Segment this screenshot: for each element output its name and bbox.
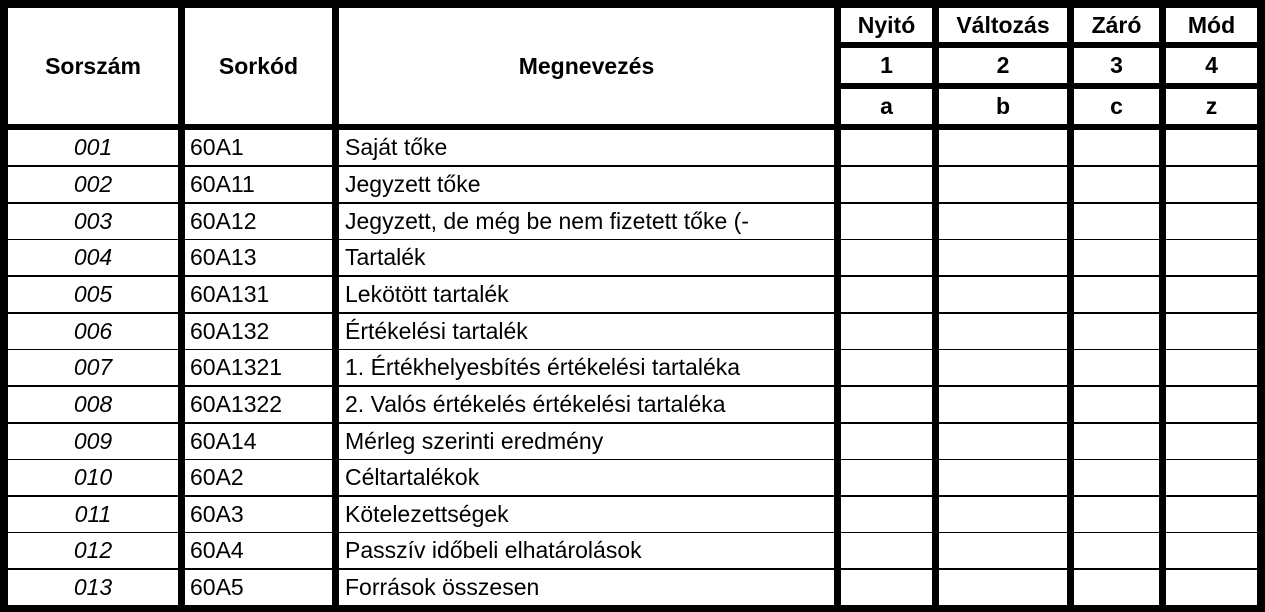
row-nyito-input-cell[interactable] <box>841 424 932 459</box>
row-nyito-input-cell[interactable] <box>841 130 932 165</box>
row-megnevezes-cell: Saját tőke <box>339 130 834 165</box>
row-sorkod-cell: 60A3 <box>185 497 332 532</box>
row-valtozas-input-cell[interactable] <box>939 167 1067 202</box>
row-sorkod-cell: 60A14 <box>185 424 332 459</box>
row-zaro-input-cell[interactable] <box>1074 240 1159 275</box>
row-zaro-input-cell[interactable] <box>1074 497 1159 532</box>
row-sorszam-cell: 007 <box>8 350 178 385</box>
row-sorkod-cell: 60A1322 <box>185 387 332 422</box>
header-col-mod-name: Mód <box>1166 8 1257 42</box>
row-nyito-input-cell[interactable] <box>841 314 932 349</box>
header-col-mod-number: 4 <box>1166 48 1257 83</box>
row-sorkod-cell: 60A131 <box>185 277 332 312</box>
row-mod-input-cell[interactable] <box>1166 240 1257 275</box>
row-sorszam-cell: 004 <box>8 240 178 275</box>
row-megnevezes-cell: Jegyzett, de még be nem fizetett tőke (- <box>339 204 834 239</box>
row-valtozas-input-cell[interactable] <box>939 533 1067 568</box>
row-zaro-input-cell[interactable] <box>1074 167 1159 202</box>
row-mod-input-cell[interactable] <box>1166 167 1257 202</box>
header-sorszam: Sorszám <box>8 8 178 124</box>
row-valtozas-input-cell[interactable] <box>939 204 1067 239</box>
row-nyito-input-cell[interactable] <box>841 533 932 568</box>
row-mod-input-cell[interactable] <box>1166 204 1257 239</box>
row-nyito-input-cell[interactable] <box>841 167 932 202</box>
row-sorkod-cell: 60A12 <box>185 204 332 239</box>
row-mod-input-cell[interactable] <box>1166 350 1257 385</box>
row-zaro-input-cell[interactable] <box>1074 533 1159 568</box>
row-nyito-input-cell[interactable] <box>841 570 932 605</box>
row-valtozas-input-cell[interactable] <box>939 424 1067 459</box>
row-sorszam-cell: 001 <box>8 130 178 165</box>
header-col-valtozas-number: 2 <box>939 48 1067 83</box>
row-megnevezes-cell: Értékelési tartalék <box>339 314 834 349</box>
row-valtozas-input-cell[interactable] <box>939 277 1067 312</box>
row-valtozas-input-cell[interactable] <box>939 570 1067 605</box>
row-sorszam-cell: 012 <box>8 533 178 568</box>
row-valtozas-input-cell[interactable] <box>939 240 1067 275</box>
row-sorszam-cell: 013 <box>8 570 178 605</box>
row-megnevezes-cell: Források összesen <box>339 570 834 605</box>
row-sorszam-cell: 005 <box>8 277 178 312</box>
row-sorkod-cell: 60A13 <box>185 240 332 275</box>
row-mod-input-cell[interactable] <box>1166 460 1257 495</box>
row-sorkod-cell: 60A132 <box>185 314 332 349</box>
row-megnevezes-cell: Tartalék <box>339 240 834 275</box>
row-zaro-input-cell[interactable] <box>1074 387 1159 422</box>
row-zaro-input-cell[interactable] <box>1074 314 1159 349</box>
row-zaro-input-cell[interactable] <box>1074 130 1159 165</box>
header-col-valtozas-letter: b <box>939 89 1067 124</box>
row-sorkod-cell: 60A4 <box>185 533 332 568</box>
row-sorszam-cell: 011 <box>8 497 178 532</box>
header-col-nyito-letter: a <box>841 89 932 124</box>
row-sorkod-cell: 60A5 <box>185 570 332 605</box>
row-nyito-input-cell[interactable] <box>841 350 932 385</box>
row-mod-input-cell[interactable] <box>1166 533 1257 568</box>
row-valtozas-input-cell[interactable] <box>939 130 1067 165</box>
row-nyito-input-cell[interactable] <box>841 460 932 495</box>
row-sorkod-cell: 60A1 <box>185 130 332 165</box>
row-megnevezes-cell: 1. Értékhelyesbítés értékelési tartaléka <box>339 350 834 385</box>
row-valtozas-input-cell[interactable] <box>939 314 1067 349</box>
row-nyito-input-cell[interactable] <box>841 497 932 532</box>
row-mod-input-cell[interactable] <box>1166 570 1257 605</box>
row-mod-input-cell[interactable] <box>1166 130 1257 165</box>
header-col-zaro-name: Záró <box>1074 8 1159 42</box>
row-sorszam-cell: 002 <box>8 167 178 202</box>
row-sorszam-cell: 006 <box>8 314 178 349</box>
row-valtozas-input-cell[interactable] <box>939 497 1067 532</box>
row-zaro-input-cell[interactable] <box>1074 277 1159 312</box>
header-col-zaro-number: 3 <box>1074 48 1159 83</box>
header-sorkod: Sorkód <box>185 8 332 124</box>
row-zaro-input-cell[interactable] <box>1074 570 1159 605</box>
row-nyito-input-cell[interactable] <box>841 240 932 275</box>
row-zaro-input-cell[interactable] <box>1074 350 1159 385</box>
row-valtozas-input-cell[interactable] <box>939 460 1067 495</box>
row-megnevezes-cell: Mérleg szerinti eredmény <box>339 424 834 459</box>
row-megnevezes-cell: Céltartalékok <box>339 460 834 495</box>
row-megnevezes-cell: Passzív időbeli elhatárolások <box>339 533 834 568</box>
row-zaro-input-cell[interactable] <box>1074 204 1159 239</box>
row-valtozas-input-cell[interactable] <box>939 350 1067 385</box>
row-megnevezes-cell: Kötelezettségek <box>339 497 834 532</box>
row-megnevezes-cell: Lekötött tartalék <box>339 277 834 312</box>
header-col-mod-letter: z <box>1166 89 1257 124</box>
row-nyito-input-cell[interactable] <box>841 387 932 422</box>
row-mod-input-cell[interactable] <box>1166 424 1257 459</box>
row-mod-input-cell[interactable] <box>1166 497 1257 532</box>
header-col-valtozas-name: Változás <box>939 8 1067 42</box>
row-sorkod-cell: 60A11 <box>185 167 332 202</box>
row-nyito-input-cell[interactable] <box>841 277 932 312</box>
row-zaro-input-cell[interactable] <box>1074 460 1159 495</box>
row-sorszam-cell: 009 <box>8 424 178 459</box>
row-zaro-input-cell[interactable] <box>1074 424 1159 459</box>
row-sorszam-cell: 003 <box>8 204 178 239</box>
header-megnevezes: Megnevezés <box>339 8 834 124</box>
row-valtozas-input-cell[interactable] <box>939 387 1067 422</box>
header-col-nyito-name: Nyitó <box>841 8 932 42</box>
row-mod-input-cell[interactable] <box>1166 277 1257 312</box>
row-nyito-input-cell[interactable] <box>841 204 932 239</box>
row-megnevezes-cell: Jegyzett tőke <box>339 167 834 202</box>
header-col-zaro-letter: c <box>1074 89 1159 124</box>
row-megnevezes-cell: 2. Valós értékelés értékelési tartaléka <box>339 387 834 422</box>
row-mod-input-cell[interactable] <box>1166 387 1257 422</box>
row-sorkod-cell: 60A1321 <box>185 350 332 385</box>
header-col-nyito-number: 1 <box>841 48 932 83</box>
row-sorkod-cell: 60A2 <box>185 460 332 495</box>
row-mod-input-cell[interactable] <box>1166 314 1257 349</box>
row-sorszam-cell: 008 <box>8 387 178 422</box>
row-sorszam-cell: 010 <box>8 460 178 495</box>
